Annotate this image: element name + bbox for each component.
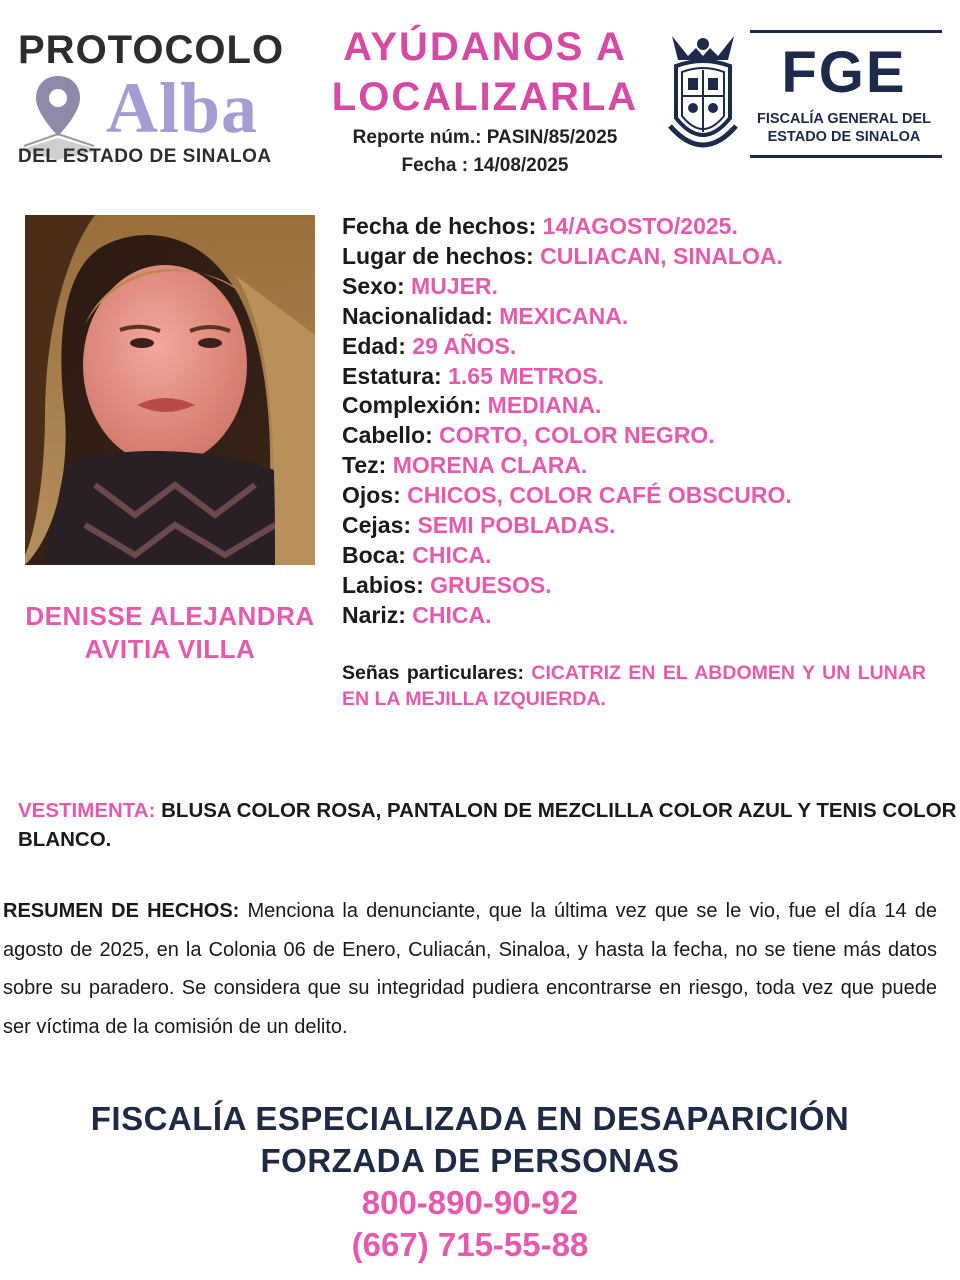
senas-particulares bbox=[342, 660, 926, 712]
detail-label: Complexión: bbox=[342, 392, 488, 419]
person-name bbox=[10, 600, 330, 666]
detail-value: 1.65 METROS. bbox=[448, 362, 605, 389]
detail-label: Cabello: bbox=[342, 422, 440, 449]
detail-label: Nacionalidad: bbox=[342, 302, 500, 329]
details-list bbox=[342, 212, 942, 631]
detail-value: 29 AÑOS. bbox=[412, 332, 517, 359]
detail-edad bbox=[342, 332, 942, 362]
detail-fecha-hechos bbox=[342, 212, 942, 242]
fge-name-line-1: FISCALÍA GENERAL DEL bbox=[756, 111, 931, 127]
footer-line-1: FISCALÍA ESPECIALIZADA EN DESAPARICIÓN bbox=[90, 1100, 850, 1137]
detail-value: CHICA. bbox=[412, 541, 492, 568]
title-line-2: LOCALIZARLA bbox=[331, 75, 639, 119]
senas-label: Señas particulares: bbox=[342, 662, 532, 684]
report-date: Fecha : 14/08/2025 bbox=[401, 155, 569, 176]
title-line-1: AYÚDANOS A bbox=[343, 25, 627, 69]
detail-value: MEXICANA. bbox=[499, 302, 629, 329]
detail-label: Sexo: bbox=[342, 272, 412, 299]
detail-value: GRUESOS. bbox=[430, 571, 552, 598]
vestimenta bbox=[18, 796, 958, 854]
senas-value: CICATRIZ EN EL ABDOMEN Y UN LUNAR EN LA MEJILLA IZQUIERDA. bbox=[342, 662, 926, 710]
detail-nariz bbox=[342, 601, 942, 631]
detail-tez bbox=[342, 451, 942, 481]
detail-label: Boca: bbox=[342, 541, 413, 568]
resumen-de-hechos bbox=[3, 892, 937, 1046]
detail-estatura bbox=[342, 362, 942, 392]
fge-logo bbox=[744, 30, 944, 158]
detail-value: SEMI POBLADAS. bbox=[417, 512, 616, 539]
detail-ojos bbox=[342, 481, 942, 511]
detail-cabello bbox=[342, 421, 942, 451]
detail-sexo bbox=[342, 272, 942, 302]
person-name-line-2: AVITIA VILLA bbox=[84, 634, 256, 664]
header-title-block bbox=[318, 22, 652, 178]
detail-label: Edad: bbox=[342, 332, 413, 359]
footer-line-2: FORZADA DE PERSONAS bbox=[260, 1142, 680, 1179]
logo-line-protocolo: PROTOCOLO bbox=[18, 28, 285, 72]
fge-name-line-2: ESTADO DE SINALOA bbox=[767, 129, 921, 145]
footer-contact bbox=[0, 1098, 940, 1266]
detail-label: Fecha de hechos: bbox=[342, 213, 543, 239]
detail-value: MEDIANA. bbox=[487, 392, 602, 419]
fge-bottom-rule bbox=[750, 155, 942, 158]
resumen-label: RESUMEN DE HECHOS: bbox=[3, 900, 248, 922]
detail-label: Estatura: bbox=[342, 362, 449, 389]
person-photo bbox=[25, 215, 315, 565]
detail-label: Ojos: bbox=[342, 482, 408, 509]
logo-line-estado: DEL ESTADO DE SINALOA bbox=[18, 146, 272, 167]
detail-complexion bbox=[342, 391, 942, 421]
fge-acronym: FGE bbox=[781, 40, 907, 105]
detail-value: CHICOS, COLOR CAFÉ OBSCURO. bbox=[407, 482, 792, 509]
detail-value: CORTO, COLOR NEGRO. bbox=[439, 422, 715, 449]
detail-boca bbox=[342, 541, 942, 571]
detail-label: Nariz: bbox=[342, 601, 413, 628]
logo-line-alba: Alba bbox=[106, 68, 259, 148]
phone-1[interactable]: 800-890-90-92 bbox=[361, 1184, 579, 1221]
fge-top-rule bbox=[750, 30, 942, 33]
report-number: Reporte núm.: PASIN/85/2025 bbox=[352, 127, 618, 148]
detail-value: CULIACAN, SINALOA. bbox=[540, 242, 783, 269]
detail-cejas bbox=[342, 511, 942, 541]
detail-value: CHICA. bbox=[412, 601, 492, 628]
detail-label: Labios: bbox=[342, 571, 431, 598]
detail-label: Cejas: bbox=[342, 512, 418, 539]
person-name-line-1: DENISSE ALEJANDRA bbox=[25, 601, 315, 631]
detail-label: Tez: bbox=[342, 452, 393, 479]
detail-value: MUJER. bbox=[411, 272, 498, 299]
detail-value: 14/AGOSTO/2025. bbox=[542, 213, 738, 239]
detail-value: MORENA CLARA. bbox=[392, 452, 588, 479]
detail-label: Lugar de hechos: bbox=[342, 242, 541, 269]
resumen-text: Menciona la denunciante, que la última vez que se le vio, fue el día 14 de agosto de 2025, en la Colonia 06 de Enero, Culiacán, Sinaloa, y hasta la fecha, no se tiene más datos sobre su paradero. Se considera que su integridad pudiera encontrarse en riesgo, toda vez que puede ser víctima de la comisión de un delito. bbox=[3, 900, 937, 1038]
detail-nacionalidad bbox=[342, 302, 942, 332]
detail-lugar-hechos bbox=[342, 242, 942, 272]
state-seal-icon bbox=[666, 26, 740, 162]
protocolo-alba-logo bbox=[10, 28, 302, 168]
vestimenta-value: BLUSA COLOR ROSA, PANTALON DE MEZCLILLA COLOR AZUL Y TENIS COLOR BLANCO. bbox=[18, 799, 957, 851]
vestimenta-label: VESTIMENTA: bbox=[18, 799, 162, 822]
phone-2[interactable]: (667) 715-55-88 bbox=[351, 1226, 589, 1263]
fge-name bbox=[744, 110, 944, 146]
detail-labios bbox=[342, 571, 942, 601]
